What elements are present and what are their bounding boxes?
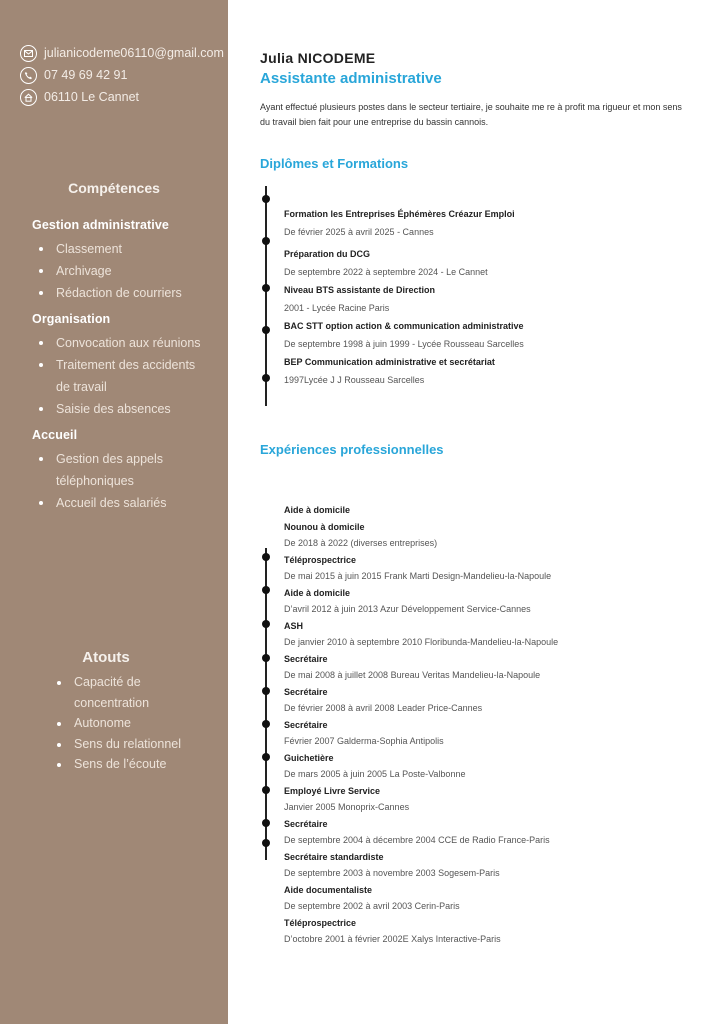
contact-phone[interactable]: 07 49 69 42 91 (44, 68, 128, 82)
diplome-detail: De septembre 1998 à juin 1999 - Lycée Rousseau Sarcelles (284, 339, 524, 349)
experience-detail: De septembre 2004 à décembre 2004 CCE de Radio France-Paris (284, 835, 550, 845)
timeline-dot (262, 839, 270, 847)
email-icon (20, 45, 37, 62)
home-icon (20, 89, 37, 106)
timeline-dot (262, 284, 270, 292)
diplome-title: Formation les Entreprises Éphémères Créazur Emploi (284, 209, 515, 219)
diplome-detail: 2001 - Lycée Racine Paris (284, 303, 390, 313)
experience-detail: Février 2007 Galderma-Sophia Antipolis (284, 736, 444, 746)
skill-group-items (32, 238, 212, 304)
timeline-dot (262, 687, 270, 695)
atouts-title: Atouts (82, 649, 130, 666)
phone-icon (20, 67, 37, 84)
experience-title: Téléprospectrice (284, 554, 357, 565)
competences-title: Compétences (68, 180, 160, 196)
diplome-title: Préparation du DCG (284, 249, 371, 259)
atout-item: Sens du relationnel (50, 734, 200, 755)
experience-detail: D’avril 2012 à juin 2013 Azur Développement Service-Cannes (284, 604, 531, 614)
person-name: Julia NICODEME (260, 50, 376, 66)
skill-item: Archivage (32, 260, 212, 282)
experience-detail: De septembre 2002 à avril 2003 Cerin-Paris (284, 901, 460, 911)
timeline-dot (262, 654, 270, 662)
diplome-detail: De février 2025 à avril 2025 - Cannes (284, 227, 434, 237)
timeline-dot (262, 720, 270, 728)
diplome-detail: 1997Lycée J J Rousseau Sarcelles (284, 375, 425, 385)
contact-block (20, 42, 224, 108)
diplome-title: Niveau BTS assistante de Direction (284, 285, 436, 295)
timeline-dot (262, 374, 270, 382)
contact-address: 06110 Le Cannet (44, 90, 139, 104)
experience-detail: De 2018 à 2022 (diverses entreprises) (284, 538, 438, 548)
contact-email-row (20, 42, 224, 64)
experience-detail: Janvier 2005 Monoprix-Cannes (284, 802, 410, 812)
experience-title: Téléprospectrice (284, 917, 357, 928)
skill-group-title: Organisation (32, 312, 111, 326)
skill-item: Saisie des absences (32, 398, 212, 420)
experience-detail: De mai 2008 à juillet 2008 Bureau Veritas Mandelieu-la-Napoule (284, 670, 541, 680)
skill-item: Accueil des salariés (32, 492, 212, 514)
atouts-list (50, 672, 200, 775)
timeline-dot (262, 753, 270, 761)
experience-title: Secrétaire (284, 653, 328, 664)
experience-title: Employé Livre Service (284, 785, 381, 796)
experience-title: Aide à domicile (284, 587, 351, 598)
diplome-detail: De septembre 2022 à septembre 2024 - Le Cannet (284, 267, 488, 277)
skill-item: Rédaction de courriers (32, 282, 212, 304)
experience-title: Secrétaire (284, 818, 328, 829)
experience-detail: De mars 2005 à juin 2005 La Poste-Valbonne (284, 769, 466, 779)
timeline-dot (262, 586, 270, 594)
experience-detail: De mai 2015 à juin 2015 Frank Marti Design-Mandelieu-la-Napoule (284, 571, 552, 581)
skill-item: Convocation aux réunions (32, 332, 212, 354)
timeline-line (265, 548, 267, 860)
experience-title: Guichetière (284, 752, 334, 763)
atouts-items (50, 672, 200, 775)
experience-detail: De janvier 2010 à septembre 2010 Floribunda-Mandelieu-la-Napoule (284, 637, 559, 647)
experience-title: Aide à domicile (284, 505, 351, 515)
contact-phone-row (20, 64, 224, 86)
section-title-diplomes: Diplômes et Formations (260, 156, 409, 171)
contact-address-row (20, 86, 224, 108)
atout-item: Capacité de concentration (50, 672, 200, 713)
job-title: Assistante administrative (260, 70, 442, 87)
experience-title: ASH (284, 620, 304, 631)
contact-email[interactable]: julianicodeme06110@gmail.com (44, 46, 224, 60)
intro-text: Ayant effectué plusieurs postes dans le secteur tertiaire, je souhaite me re à profit ma rigueur et mon sens du travail bien fait pour une entreprise du bassin cannois. (260, 102, 682, 127)
atout-item: Sens de l’écoute (50, 754, 200, 775)
experience-title: Secrétaire (284, 686, 328, 697)
skill-group-title: Accueil (32, 428, 78, 442)
experience-detail: De février 2008 à avril 2008 Leader Price-Cannes (284, 703, 483, 713)
diplomes-list (284, 205, 524, 389)
skill-group-items (32, 448, 212, 514)
atout-item: Autonome (50, 713, 200, 734)
timeline-dot (262, 195, 270, 203)
skill-item: Classement (32, 238, 212, 260)
timeline-dot (262, 819, 270, 827)
timeline-dot (262, 553, 270, 561)
experiences-list (284, 502, 558, 948)
timeline-dot (262, 326, 270, 334)
skill-item: Traitement des accidents de travail (32, 354, 212, 398)
skill-group-title: Gestion administrative (32, 218, 169, 232)
diplome-title: BAC STT option action & communication administrative (284, 321, 524, 331)
skill-group-items (32, 332, 212, 420)
diplome-title: BEP Communication administrative et secrétariat (284, 357, 495, 367)
experience-detail: D’octobre 2001 à février 2002E Xalys Interactive-Paris (284, 934, 501, 944)
experience-title: Nounou à domicile (284, 521, 365, 532)
skill-item: Gestion des appels téléphoniques (32, 448, 212, 492)
timeline-line (265, 186, 267, 406)
experience-detail: De septembre 2003 à novembre 2003 Sogesem-Paris (284, 868, 500, 878)
timeline-dot (262, 620, 270, 628)
experience-title: Secrétaire standardiste (284, 851, 384, 862)
sidebar (0, 0, 228, 1024)
section-title-experiences: Expériences professionnelles (260, 442, 444, 457)
experience-title: Aide documentaliste (284, 884, 373, 895)
timeline-dot (262, 237, 270, 245)
experience-title: Secrétaire (284, 719, 328, 730)
competences-list (32, 218, 212, 514)
timeline-dot (262, 786, 270, 794)
